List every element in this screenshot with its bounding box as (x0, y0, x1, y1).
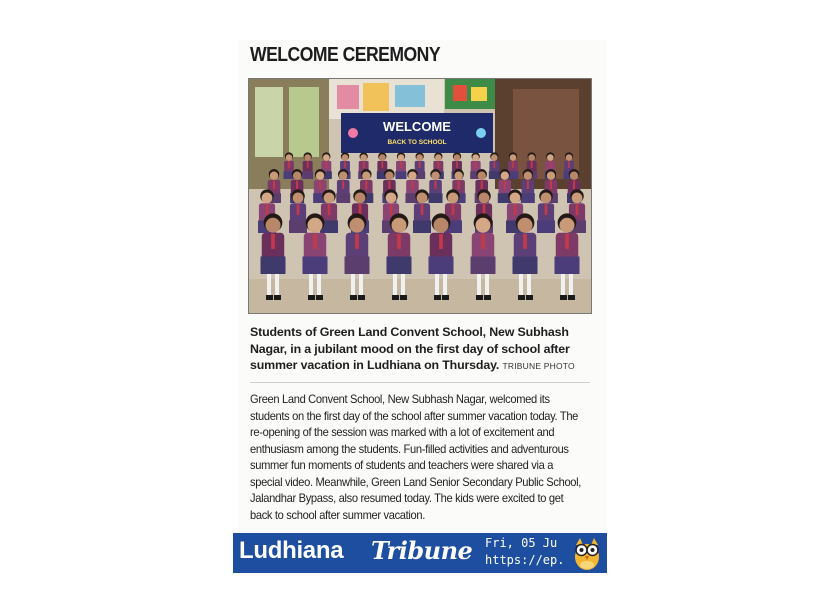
edition-meta (485, 535, 567, 569)
article-body: Green Land Convent School, New Subhash Nagar, welcomed its students on the first day of the school after summer vacation today. The re-opening of the session was marked with a lot of excitement and enthusiasm among the students. Fun-filled activities and adventurous summer fun moments of students and teachers were shared via a special video. Meanwhile, Green Land Senior Secondary Public School, Jalandhar Bypass, also resumed today. The kids were excited to get back to school after summer vacation. (250, 393, 582, 522)
article-headline: WELCOME CEREMONY (250, 44, 441, 66)
brand-paper: Tribune (371, 536, 473, 565)
sign-subtitle-text: BACK TO SCHOOL (387, 139, 447, 146)
edition-url[interactable]: https://ep. (485, 553, 565, 567)
edition-date: Fri, 05 Ju (485, 536, 558, 550)
brand-city: Ludhiana (239, 537, 344, 564)
news-clipping (238, 40, 606, 532)
caption-text: Students of Green Land Convent School, New Subhash Nagar, in a jubilant mood on the first day of school after summer vacation in Ludhiana on Thursday. (250, 325, 570, 372)
article-photo (248, 78, 592, 314)
newspaper-banner (233, 533, 607, 573)
caption-divider (250, 382, 590, 383)
classroom-photo (249, 79, 591, 313)
photo-caption (250, 324, 594, 375)
photo-credit: TRIBUNE PHOTO (502, 361, 575, 371)
sign-welcome-text: WELCOME (383, 119, 451, 134)
owl-icon (571, 535, 603, 571)
